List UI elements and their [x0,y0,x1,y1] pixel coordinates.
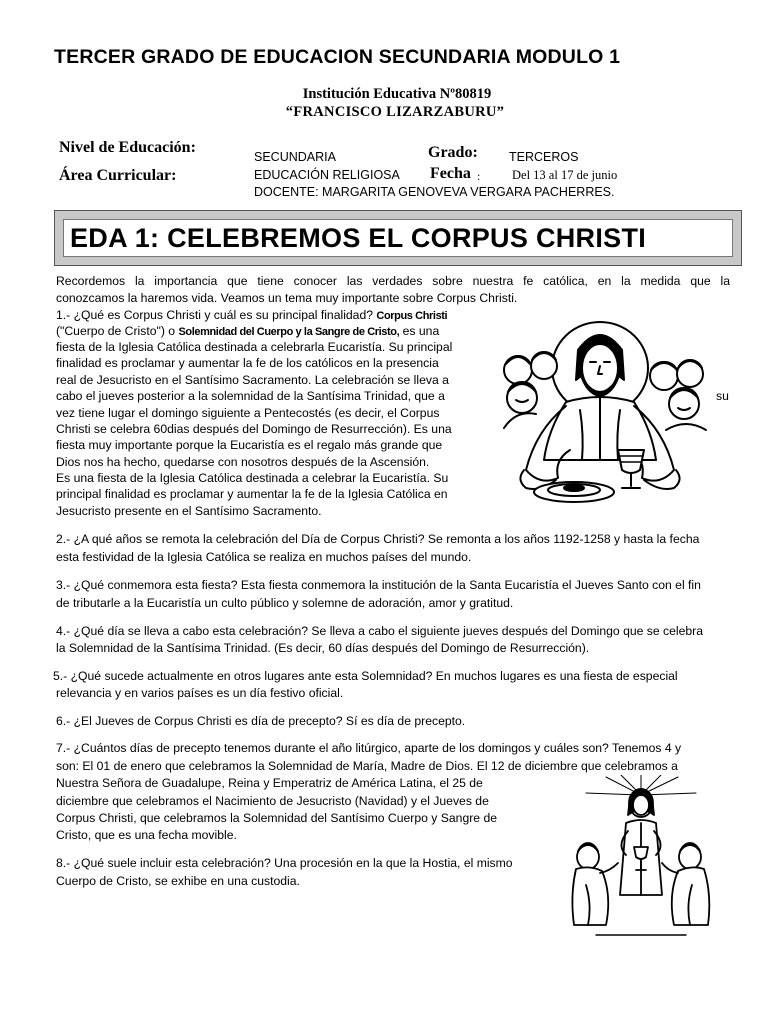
q8-line2: Cuerpo de Cristo, se exhibe en una custodia. [56,874,300,888]
institution-name: Institución Educativa Nº80819 [302,86,492,102]
q1-line9: fiesta muy importante porque la Eucaristía es el regalo más grande que [56,438,443,452]
q5-line1: 5.- ¿Qué sucede actualmente en otros lugares ante esta Solemnidad? En muchos lugares es una fiesta de especial [53,669,678,683]
eda-title: EDA 1: CELEBREMOS EL CORPUS CHRISTI [70,223,647,253]
last-supper-illustration [496,310,712,510]
fecha-value: Del 13 al 17 de junio [512,168,618,182]
q7-line5: Corpus Christi, que celebramos la Solemnidad del Santísimo Cuerpo y Sangre de [56,811,498,825]
q1-line10: Dios nos ha hecho, quedarse con nosotros después de la Ascensión. [56,455,430,469]
docente: DOCENTE: MARGARITA GENOVEVA VERGARA PACHERRES. [254,185,615,199]
q7-line1: 7.- ¿Cuántos días de precepto tenemos durante el año litúrgico, aparte de los domingos y cuáles son? Tenemos 4 y [56,741,682,755]
q1-line2-pre: ("Cuerpo de Cristo") o [56,324,176,338]
area-label: Área Curricular: [59,167,177,184]
institution-school: “FRANCISCO LIZARZABURU” [285,104,505,120]
q1-line4: finalidad es proclamar y aumentar la fe de los católicos en la presencia [56,356,439,370]
nivel-label: Nivel de Educación: [59,139,196,156]
intro-line2: conozcamos la haremos vida. Veamos un tema muy importante sobre Corpus Christi. [56,291,518,305]
q1-line2-bold: Solemnidad del Cuerpo y la Sangre de Cristo, [178,326,400,338]
q7-line4: diciembre que celebramos el Nacimiento de Jesucristo (Navidad) y el Jueves de [56,794,489,808]
nivel-value: SECUNDARIA [254,150,336,164]
q3-line2: de tributarle a la Eucaristía un culto público y solemne de adoración, amor y gratitud. [56,596,514,610]
apostle-right-figures [650,360,706,430]
q1-line3: fiesta de la Iglesia Católica destinada a celebrarla Eucaristía. Su principal [56,340,453,354]
q1-line13: Jesucristo presente en el Santísimo Sacramento. [56,504,322,518]
q1-line8: Christi se celebra 60dias después del Domingo de Resurrección). Es una [56,422,452,436]
q1-line7: vez tiene lugar el domingo siguiente a Pentecostés (es decir, el Corpus [56,406,440,420]
q1-line2 [56,323,439,340]
grado-value: TERCEROS [509,150,579,164]
q1-line11: Es una fiesta de la Iglesia Católica destinada a celebrar la Eucaristía. Su [56,471,449,485]
eda-title-box [54,210,742,266]
fecha-label: Fecha [430,165,471,182]
q5-line2: relevancia y en varios países es un día festivo oficial. [56,686,344,700]
kneeling-figure-left [572,843,618,925]
q6-line1: 6.- ¿El Jueves de Corpus Christi es día de precepto? Sí es día de precepto. [56,714,466,728]
page-title: TERCER GRADO DE EDUCACION SECUNDARIA MODULO 1 [54,46,621,68]
q1-bold-term: Corpus Christi [376,310,448,322]
q1-line2-post: es una [402,324,440,338]
kneeling-figure-right [662,843,709,925]
fecha-colon: : [477,169,481,183]
q7-line6: Cristo, que es una fecha movible. [56,828,237,842]
q2-line2: esta festividad de la Iglesia Católica se realiza en muchos países del mundo. [56,550,472,564]
apostle-left-figures [504,352,557,428]
q1-line1 [56,307,447,324]
intro-line1: Recordemos la importancia que tiene conocer las verdades sobre nuestra fe católica, en la medida que la [56,274,730,288]
q1-line6: cabo el jueves posterior a la solemnidad de la Santísima Trinidad, que a [56,389,445,403]
communion-illustration [566,775,716,945]
area-value: EDUCACIÓN RELIGIOSA [254,168,400,182]
grado-label: Grado: [428,144,478,161]
q1-question: 1.- ¿Qué es Corpus Christi y cuál es su principal finalidad? [56,308,374,322]
q1-line12: principal finalidad es proclamar y aumentar la fe de la Iglesia Católica en [56,487,448,501]
q1-line5: real de Jesucristo en el Santísimo Sacramento. La celebración se lleva a [56,373,449,387]
q7-line3: Nuestra Señora de Guadalupe, Reina y Emperatriz de América Latina, el 25 de [56,776,483,790]
q1-line6-tail: su [716,389,729,403]
q4-line1: 4.- ¿Qué día se lleva a cabo esta celebración? Se lleva a cabo el siguiente jueves después del Domingo que se celebra [56,624,704,638]
q3-line1: 3.- ¿Qué conmemora esta fiesta? Esta fiesta conmemora la institución de la Santa Eucaristía el Jueves Santo con el fin [56,578,701,592]
q4-line2: la Solemnidad de la Santísima Trinidad. (Es decir, 60 días después del Domingo de Resurrección). [56,641,590,655]
q2-line1: 2.- ¿A qué años se remota la celebración del Día de Corpus Christi? Se remonta a los años 1192-1258 y hasta la fecha [56,532,700,546]
q8-line1: 8.- ¿Qué suele incluir esta celebración? Una procesión en la que la Hostia, el mismo [56,856,513,870]
q7-line2: son: El 01 de enero que celebramos la Solemnidad de María, Madre de Dios. El 12 de diciembre que celebramos a [56,759,678,773]
